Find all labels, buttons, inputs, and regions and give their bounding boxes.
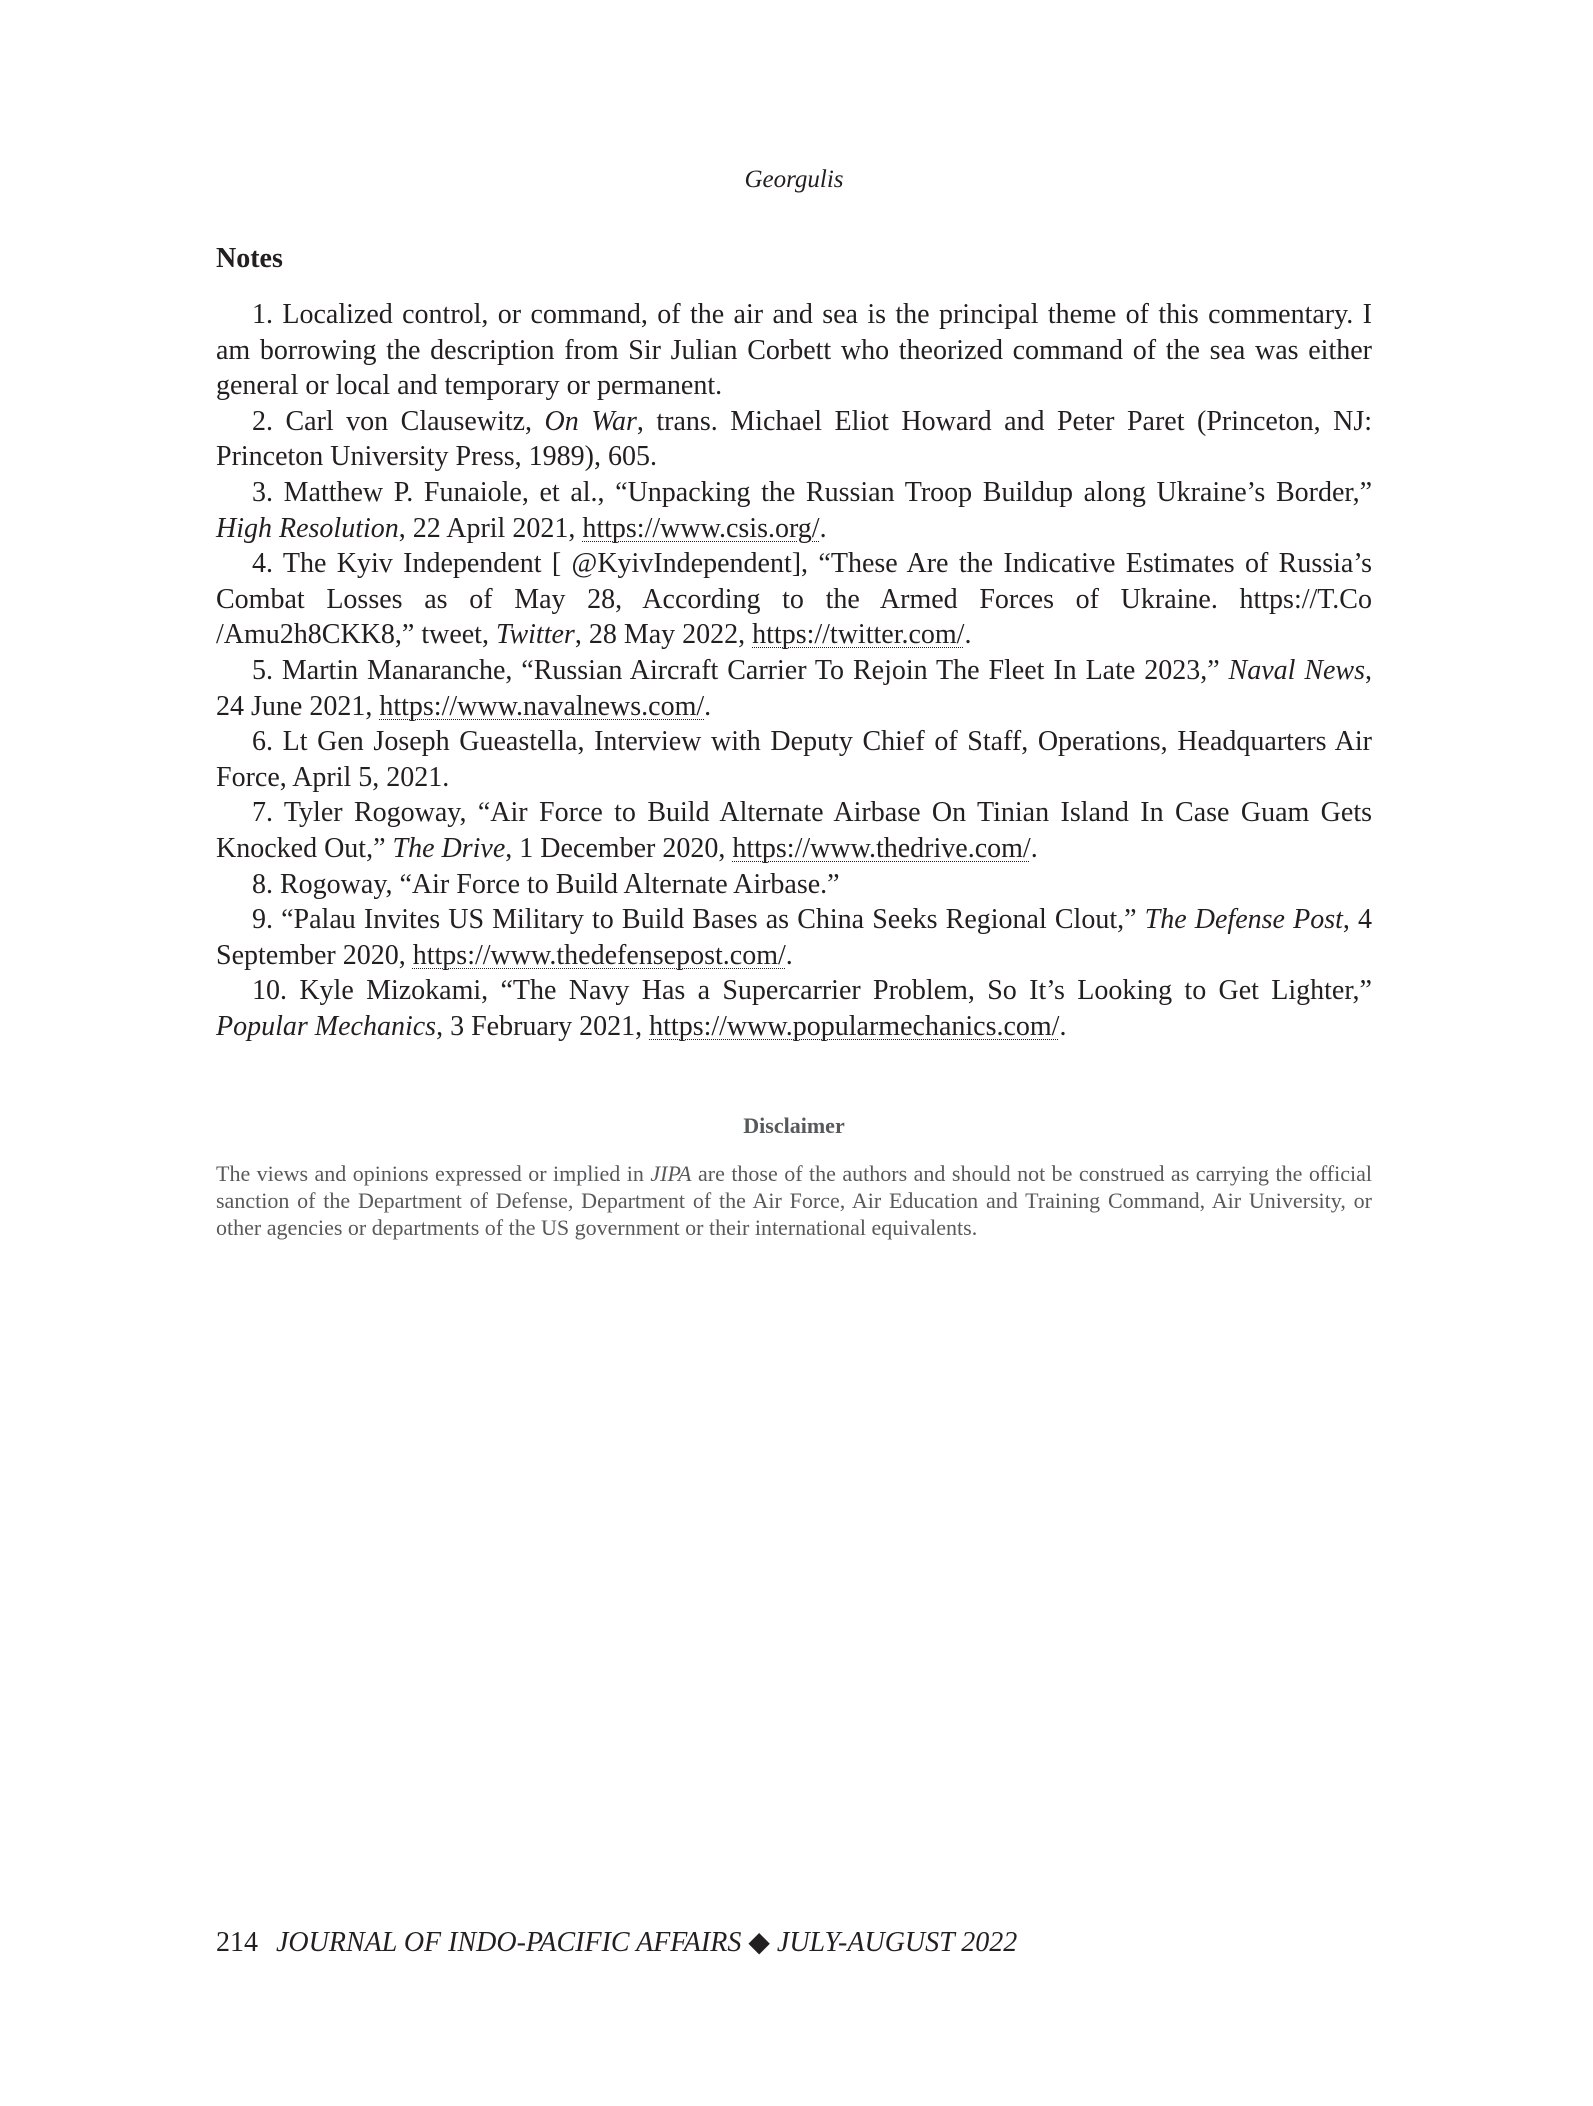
note-5-period: . [704, 690, 712, 722]
note-3-text: 3. Matthew P. Funaiole, et al., “Unpacking the Russian Troop Buildup along Ukraine’s Border,” [252, 476, 1372, 508]
note-4-link[interactable]: https://twitter.com/ [752, 619, 965, 651]
note-9 [216, 902, 1372, 973]
running-head: Georgulis [744, 166, 844, 193]
note-10-text: 10. Kyle Mizokami, “The Navy Has a Supercarrier Problem, So It’s Looking to Get Lighter,” [252, 975, 1372, 1007]
note-10-title: Popular Mechanics [216, 1010, 437, 1042]
note-3-title: High Resolution [216, 512, 399, 544]
notes-list [216, 297, 1372, 1044]
note-2-title: On War [544, 405, 637, 437]
note-2-text: 2. Carl von Clausewitz, [252, 405, 545, 437]
note-9-text: 9. “Palau Invites US Military to Build Bases as China Seeks Regional Clout,” [252, 904, 1145, 936]
issue-date: JULY-AUGUST 2022 [776, 1927, 1018, 1958]
note-8-text: 8. Rogoway, “Air Force to Build Alternate Airbase.” [252, 868, 840, 900]
note-5-link[interactable]: https://www.navalnews.com/ [379, 690, 705, 722]
note-4-text: 4. The Kyiv Independent [ @KyivIndependent], “These Are the Indicative Estimates of Russia’s Combat Losses as of May 28, According to the Armed Forces of Ukraine. https://T.Co /Amu2h8CKK8,” tweet, [216, 548, 1372, 651]
note-3-link[interactable]: https://www.csis.org/ [582, 512, 820, 544]
disclaimer-text-start: The views and opinions expressed or implied in [216, 1161, 651, 1186]
note-2 [216, 404, 1372, 475]
note-9-period: . [785, 939, 793, 971]
disclaimer-journal-abbrev: JIPA [650, 1161, 692, 1186]
note-3 [216, 475, 1372, 546]
document-page [216, 0, 1372, 2106]
notes-heading: Notes [216, 243, 283, 274]
note-8 [216, 867, 1372, 903]
note-6 [216, 724, 1372, 795]
note-7 [216, 795, 1372, 866]
diamond-separator-icon: ◆ [748, 1927, 770, 1958]
note-7-link[interactable]: https://www.thedrive.com/ [732, 832, 1031, 864]
note-7-date: , 1 December 2020, [505, 832, 733, 864]
note-5-title: Naval News [1228, 654, 1365, 686]
note-5-text: 5. Martin Manaranche, “Russian Aircraft Carrier To Rejoin The Fleet In Late 2023,” [252, 654, 1229, 686]
note-1-text: 1. Localized control, or command, of the air and sea is the principal theme of this commentary. I am borrowing the description from Sir Julian Corbett who theorized command of the sea was either general or local and temporary or permanent. [216, 299, 1372, 402]
journal-name: JOURNAL OF INDO-PACIFIC AFFAIRS [276, 1927, 742, 1958]
note-4-period: . [964, 619, 972, 651]
note-10-period: . [1059, 1010, 1067, 1042]
note-4 [216, 546, 1372, 653]
disclaimer-text-end: are those of the authors and should not be construed as carrying the official sanction of the Department of Defense, Department of the Air Force, Air Education and Training Command, Air University, or other agencies or departments of the US government or their international equivalents. [216, 1161, 1372, 1240]
note-5 [216, 653, 1372, 724]
note-3-period: . [819, 512, 827, 544]
note-7-text: 7. Tyler Rogoway, “Air Force to Build Alternate Airbase On Tinian Island In Case Guam Gets Knocked Out,” [216, 797, 1372, 864]
note-10-link[interactable]: https://www.popularmechanics.com/ [649, 1010, 1060, 1042]
note-9-link[interactable]: https://www.thedefensepost.com/ [412, 939, 786, 971]
note-3-date: , 22 April 2021, [398, 512, 583, 544]
note-9-date: , 4 September 2020, [216, 904, 1372, 971]
page-number: 214 [216, 1927, 258, 1958]
note-5-date: , 24 June 2021, [216, 654, 1372, 722]
note-9-title: The Defense Post [1144, 904, 1343, 936]
note-4-date: , 28 May 2022, [574, 619, 753, 651]
note-4-title: Twitter [495, 619, 575, 651]
note-10-date: , 3 February 2021, [436, 1010, 650, 1042]
note-7-period: . [1030, 832, 1038, 864]
note-1 [216, 297, 1372, 404]
page-footer [216, 1925, 1017, 1959]
disclaimer-heading: Disclaimer [743, 1113, 845, 1138]
note-6-text: 6. Lt Gen Joseph Gueastella, Interview with Deputy Chief of Staff, Operations, Headquarters Air Force, April 5, 2021. [216, 726, 1372, 793]
disclaimer-text [216, 1160, 1372, 1241]
note-2-text-end: , trans. Michael Eliot Howard and Peter Paret (Princeton, NJ: Princeton University Press, 1989), 605. [216, 405, 1373, 473]
note-7-title: The Drive [392, 832, 506, 864]
note-10 [216, 973, 1372, 1044]
